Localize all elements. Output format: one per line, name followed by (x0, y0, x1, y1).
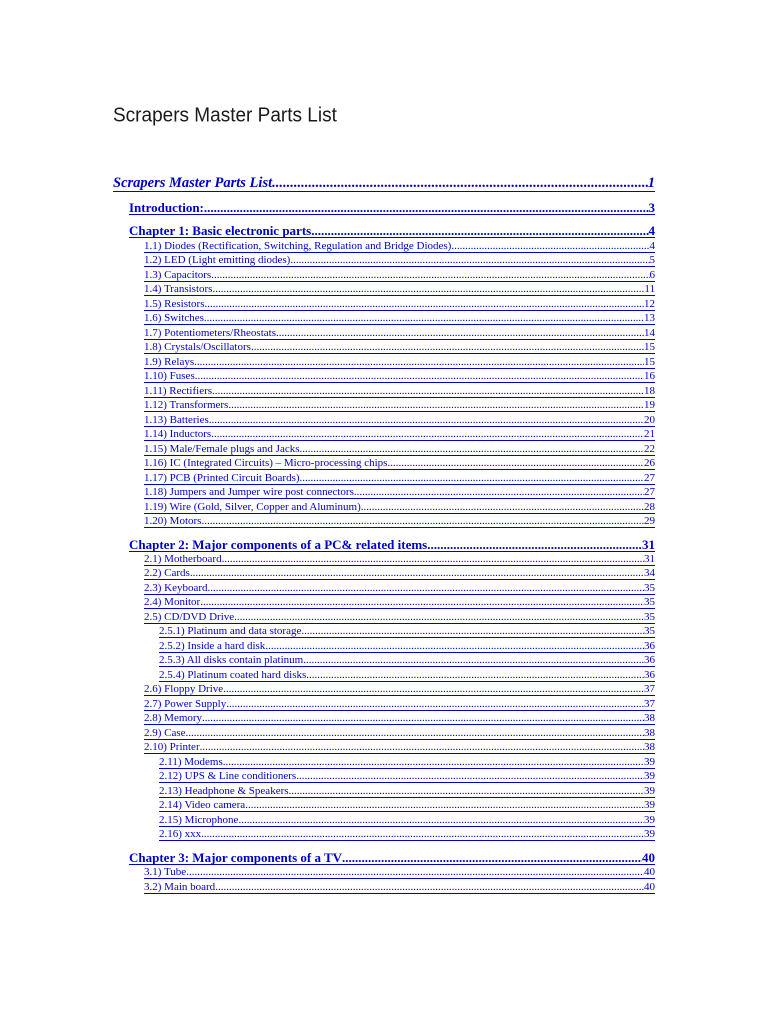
toc-entry-level-2[interactable] (144, 328, 655, 340)
toc-dot-leader (245, 800, 644, 811)
toc-entry-label: 2.15) Microphone (159, 815, 239, 826)
toc-entry-label: 2.1) Motherboard (144, 554, 222, 565)
toc-entry-label: Introduction: (129, 201, 204, 215)
toc-page-number: 3 (648, 201, 655, 215)
toc-page-number: 1 (647, 176, 655, 191)
toc-entry-level-2[interactable] (144, 684, 655, 696)
toc-entry-label: 3.2) Main board (144, 882, 216, 893)
toc-entry-label: 2.3) Keyboard (144, 583, 208, 594)
toc-dot-leader (212, 284, 644, 295)
toc-page-number: 4 (648, 224, 655, 238)
toc-entry-label: 1.13) Batteries (144, 415, 209, 426)
toc-dot-leader (201, 829, 644, 840)
toc-entry-label: 2.2) Cards (144, 568, 190, 579)
toc-page-number: 31 (644, 554, 655, 565)
toc-entry-level-3[interactable] (159, 786, 655, 798)
toc-dot-leader (204, 201, 649, 214)
toc-entry-label: 2.5.2) Inside a hard disk (159, 641, 266, 652)
toc-entry-level-2[interactable] (144, 502, 655, 514)
toc-page-number: 31 (642, 538, 655, 552)
toc-entry-label: 2.5.3) All disks contain platinum (159, 655, 304, 666)
toc-entry-level-2[interactable] (144, 699, 655, 711)
toc-entry-level-2[interactable] (144, 270, 655, 282)
toc-page-number: 38 (644, 728, 655, 739)
toc-entry-level-2[interactable] (144, 713, 655, 725)
toc-page-number: 15 (644, 342, 655, 353)
toc-dot-leader (202, 713, 644, 724)
toc-entry-label: 2.7) Power Supply (144, 699, 227, 710)
toc-page-number: 40 (644, 867, 655, 878)
toc-entry-label: 2.6) Floppy Drive (144, 684, 224, 695)
toc-dot-leader (354, 487, 644, 498)
toc-dot-leader (387, 458, 644, 469)
toc-entry-level-2[interactable] (144, 516, 655, 528)
toc-dot-leader (212, 386, 644, 397)
toc-dot-leader (342, 851, 642, 864)
toc-entry-label: 1.5) Resistors (144, 299, 205, 310)
toc-page-number: 36 (644, 655, 655, 666)
toc-entry-label: 3.1) Tube (144, 867, 187, 878)
toc-entry-label: 2.8) Memory (144, 713, 203, 724)
toc-entry-label: Chapter 2: Major components of a PC& related items (129, 538, 428, 552)
toc-entry-level-2[interactable] (144, 255, 655, 267)
toc-page-number: 37 (644, 699, 655, 710)
toc-dot-leader (276, 328, 644, 339)
toc-page-number: 16 (644, 371, 655, 382)
toc-entry-level-2[interactable] (144, 728, 655, 740)
toc-page-number: 13 (644, 313, 655, 324)
toc-entry-label: 1.9) Relays (144, 357, 195, 368)
toc-entry-label: 2.12) UPS & Line conditioners (159, 771, 297, 782)
toc-page-number: 36 (644, 641, 655, 652)
toc-dot-leader (300, 444, 645, 455)
toc-entry-label: 1.18) Jumpers and Jumper wire post connectors (144, 487, 354, 498)
toc-dot-leader (208, 583, 644, 594)
toc-entry-level-2[interactable] (144, 612, 655, 624)
toc-dot-leader (306, 670, 644, 681)
toc-dot-leader (194, 357, 644, 368)
toc-page-number: 39 (644, 815, 655, 826)
toc-entry-label: 1.12) Transformers (144, 400, 229, 411)
toc-page-number: 18 (644, 386, 655, 397)
toc-entry-level-3[interactable] (159, 757, 655, 769)
toc-page-number: 40 (644, 882, 655, 893)
toc-entry-level-2[interactable] (144, 342, 655, 354)
toc-entry-level-2[interactable] (144, 444, 655, 456)
toc-entry-label: Scrapers Master Parts List (113, 176, 273, 191)
toc-page-number: 27 (644, 473, 655, 484)
toc-dot-leader (190, 568, 644, 579)
toc-entry-label: 1.2) LED (Light emitting diodes) (144, 255, 291, 266)
toc-entry-level-2[interactable] (144, 371, 655, 383)
toc-entry-level-0[interactable] (113, 176, 655, 192)
toc-dot-leader (451, 241, 649, 252)
toc-entry-label: 2.5.1) Platinum and data storage (159, 626, 302, 637)
toc-entry-label: 2.4) Monitor (144, 597, 201, 608)
toc-entry-label: 2.10) Printer (144, 742, 200, 753)
toc-entry-level-2[interactable] (144, 386, 655, 398)
toc-dot-leader (296, 771, 644, 782)
toc-dot-leader (272, 176, 648, 191)
toc-entry-label: 1.15) Male/Female plugs and Jacks (144, 444, 300, 455)
toc-entry-level-2[interactable] (144, 742, 655, 754)
toc-entry-level-2[interactable] (144, 415, 655, 427)
toc-entry-level-2[interactable] (144, 554, 655, 566)
toc-entry-level-3[interactable] (159, 815, 655, 827)
toc-page-number: 28 (644, 502, 655, 513)
toc-dot-leader (200, 742, 644, 753)
toc-entry-level-1[interactable] (129, 851, 655, 865)
toc-page-number: 35 (644, 626, 655, 637)
toc-page-number: 39 (644, 771, 655, 782)
toc-page-number: 20 (644, 415, 655, 426)
toc-entry-level-2[interactable] (144, 284, 655, 296)
page-title: Scrapers Master Parts List (113, 104, 337, 127)
toc-entry-level-2[interactable] (144, 568, 655, 580)
toc-page-number: 39 (644, 757, 655, 768)
toc-entry-level-2[interactable] (144, 882, 655, 894)
toc-page-number: 19 (644, 400, 655, 411)
toc-dot-leader (205, 299, 645, 310)
toc-entry-label: Chapter 3: Major components of a TV (129, 851, 343, 865)
toc-entry-level-2[interactable] (144, 487, 655, 499)
toc-dot-leader (186, 728, 644, 739)
toc-page-number: 14 (644, 328, 655, 339)
toc-entry-label: 1.11) Rectifiers (144, 386, 213, 397)
toc-page-number: 15 (644, 357, 655, 368)
toc-entry-level-2[interactable] (144, 473, 655, 485)
toc-entry-level-1[interactable] (129, 201, 655, 215)
toc-dot-leader (238, 815, 644, 826)
toc-page-number: 11 (644, 284, 655, 295)
toc-dot-leader (204, 313, 644, 324)
toc-entry-level-2[interactable] (144, 313, 655, 325)
toc-entry-label: 1.4) Transistors (144, 284, 213, 295)
toc-entry-level-3[interactable] (159, 829, 655, 841)
toc-entry-level-2[interactable] (144, 867, 655, 879)
toc-entry-level-2[interactable] (144, 357, 655, 369)
toc-dot-leader (251, 342, 644, 353)
toc-page-number: 34 (644, 568, 655, 579)
toc-entry-level-3[interactable] (159, 626, 655, 638)
toc-entry-label: 1.17) PCB (Printed Circuit Boards) (144, 473, 300, 484)
toc-dot-leader (222, 554, 644, 565)
toc-entry-label: 1.10) Fuses (144, 371, 195, 382)
toc-entry-level-2[interactable] (144, 458, 655, 470)
toc-entry-label: 2.13) Headphone & Speakers (159, 786, 289, 797)
toc-page-number: 21 (644, 429, 655, 440)
toc-page-number: 5 (649, 255, 655, 266)
toc-dot-leader (209, 415, 644, 426)
toc-entry-label: 1.14) Inductors (144, 429, 212, 440)
toc-entry-level-3[interactable] (159, 800, 655, 812)
toc-page-number: 39 (644, 800, 655, 811)
toc-dot-leader (311, 224, 648, 237)
toc-entry-label: 2.5) CD/DVD Drive (144, 612, 235, 623)
toc-entry-level-2[interactable] (144, 597, 655, 609)
toc-page-number: 39 (644, 829, 655, 840)
toc-page-number: 27 (644, 487, 655, 498)
toc-entry-label: 1.8) Crystals/Oscillators (144, 342, 251, 353)
toc-page-number: 36 (644, 670, 655, 681)
toc-entry-level-2[interactable] (144, 583, 655, 595)
toc-entry-label: 2.11) Modems (159, 757, 223, 768)
toc-dot-leader (201, 516, 644, 527)
toc-page-number: 40 (642, 851, 655, 865)
toc-dot-leader (361, 502, 644, 513)
toc-dot-leader (289, 786, 644, 797)
toc-dot-leader (211, 429, 644, 440)
toc-dot-leader (300, 473, 644, 484)
toc-entry-label: 1.3) Capacitors (144, 270, 212, 281)
toc-dot-leader (186, 867, 644, 878)
toc-page-number: 39 (644, 786, 655, 797)
toc-page-number: 4 (649, 241, 655, 252)
toc-entry-level-2[interactable] (144, 429, 655, 441)
toc-entry-label: 1.19) Wire (Gold, Silver, Copper and Aluminum) (144, 502, 361, 513)
toc-entry-label: 2.9) Case (144, 728, 186, 739)
toc-dot-leader (265, 641, 644, 652)
toc-dot-leader (228, 400, 644, 411)
toc-dot-leader (211, 270, 649, 281)
toc-entry-label: Chapter 1: Basic electronic parts (129, 224, 312, 238)
toc-entry-label: 2.14) Video camera (159, 800, 246, 811)
toc-entry-level-2[interactable] (144, 400, 655, 412)
toc-dot-leader (234, 612, 644, 623)
toc-dot-leader (290, 255, 649, 266)
toc-entry-level-3[interactable] (159, 655, 655, 667)
toc-page-number: 35 (644, 612, 655, 623)
toc-dot-leader (223, 684, 644, 695)
toc-entry-label: 1.1) Diodes (Rectification, Switching, Regulation and Bridge Diodes) (144, 241, 452, 252)
toc-entry-level-1[interactable] (129, 538, 655, 552)
toc-page-number: 38 (644, 742, 655, 753)
toc-dot-leader (226, 699, 644, 710)
toc-entry-label: 2.5.4) Platinum coated hard disks (159, 670, 307, 681)
toc-page-number: 38 (644, 713, 655, 724)
toc-entry-label: 1.20) Motors (144, 516, 202, 527)
toc-entry-label: 1.7) Potentiometers/Rheostats (144, 328, 276, 339)
toc-dot-leader (303, 655, 644, 666)
toc-entry-label: 2.16) xxx (159, 829, 202, 840)
toc-page-number: 22 (644, 444, 655, 455)
toc-dot-leader (427, 538, 642, 551)
toc-entry-level-3[interactable] (159, 641, 655, 653)
toc-page-number: 26 (644, 458, 655, 469)
toc-entry-level-1[interactable] (129, 224, 655, 238)
toc-entry-level-3[interactable] (159, 771, 655, 783)
toc-page-number: 29 (644, 516, 655, 527)
toc-page-number: 37 (644, 684, 655, 695)
toc-entry-label: 1.16) IC (Integrated Circuits) – Micro-processing chips (144, 458, 388, 469)
toc-dot-leader (301, 626, 644, 637)
toc-dot-leader (200, 597, 644, 608)
toc-dot-leader (215, 882, 644, 893)
toc-page-number: 12 (644, 299, 655, 310)
toc-dot-leader (223, 757, 644, 768)
toc-entry-label: 1.6) Switches (144, 313, 204, 324)
toc-entry-level-2[interactable] (144, 299, 655, 311)
toc-page-number: 35 (644, 597, 655, 608)
toc-entry-level-3[interactable] (159, 670, 655, 682)
toc-dot-leader (195, 371, 644, 382)
toc-entry-level-2[interactable] (144, 241, 655, 253)
toc-page-number: 35 (644, 583, 655, 594)
toc-page-number: 6 (649, 270, 655, 281)
